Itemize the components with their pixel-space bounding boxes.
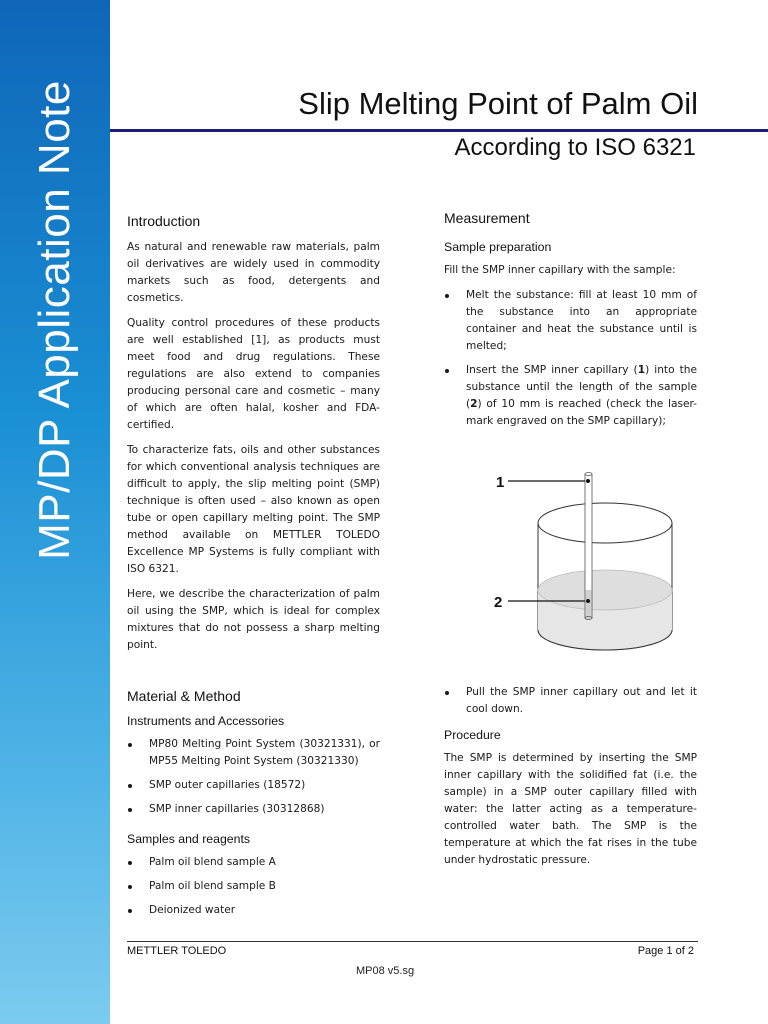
instruments-list [127,736,380,818]
page-subtitle: According to ISO 6321 [454,134,696,161]
footer-doc-id: MP08 v5.sg [356,965,415,977]
samples-list [127,854,380,919]
measurement-heading: Measurement [444,210,530,226]
intro-paragraph: Here, we describe the characterization of palm oil using the SMP, which is ideal for complex mixtures that do not possess a sharp melting point. [127,588,380,651]
sample-prep-list-continued [444,684,697,718]
footer-company: METTLER TOLEDO [127,945,227,957]
footer-page-number: Page 1 of 2 [637,945,694,957]
list-item: Pull the SMP inner capillary out and let it cool down. [444,684,697,718]
procedure-heading: Procedure [444,728,501,742]
intro-paragraph: As natural and renewable raw materials, palm oil derivatives are widely used in commodity markets such as food, detergents and cosmetics. [127,241,380,304]
callout-2: 2 [470,398,478,410]
footer-divider [127,941,698,942]
sidebar-band [0,0,110,1024]
list-item: SMP outer capillaries (18572) [127,777,380,794]
material-method-heading: Material & Method [127,688,241,704]
figure-label-1: 1 [496,474,505,491]
sample-prep-list [444,287,697,430]
sample-prep-heading: Sample preparation [444,240,552,254]
intro-paragraph: To characterize fats, oils and other substances for which conventional analysis techniques are difficult to apply, the slip melting point (SMP) technique is often used – also known as open tube or open capillary melting point. The SMP method available on METTLER TOLEDO Excellence MP Systems is fully compliant with ISO 6321. [127,444,380,575]
samples-heading: Samples and reagents [127,832,251,846]
left-column [127,213,380,927]
right-column [444,210,697,877]
intro-paragraph: Quality control procedures of these products are well established [1], as products must meet food and drug regulations. These regulations are also extend to companies producing personal care and cosmetic – many of which are often halal, kosher and FDA-certified. [127,317,380,431]
list-item: Palm oil blend sample A [127,854,380,871]
sample-prep-intro: Fill the SMP inner capillary with the sample: [444,264,676,276]
instruments-heading: Instruments and Accessories [127,714,285,728]
list-item: Palm oil blend sample B [127,878,380,895]
sidebar-label: MP/DP Application Note [30,80,79,560]
list-item: SMP inner capillaries (30312868) [127,801,380,818]
procedure-paragraph: The SMP is determined by inserting the SMP inner capillary with the solidified fat (i.e. the sample) in a SMP outer capillary filled with water: the latter acting as a temperature-controlled water bath. The SMP is the temperature at which the fat rises in the tube under hydrostatic pressure. [444,752,697,866]
list-item: MP80 Melting Point System (30321331), or MP55 Melting Point System (30321330) [127,736,380,770]
list-item: Melt the substance: fill at least 10 mm of the substance into an appropriate container and heat the substance until is melted; [444,287,697,355]
title-divider [110,129,768,132]
callout-1: 1 [637,364,646,376]
list-item: Deionized water [127,902,380,919]
capillary-figure [444,438,697,668]
capillary-diagram [444,438,697,668]
introduction-heading: Introduction [127,213,201,229]
figure-label-2: 2 [494,594,503,611]
page-title: Slip Melting Point of Palm Oil [298,86,698,121]
list-item: Insert the SMP inner capillary (1) into the substance until the length of the sample (2) of 10 mm is reached (check the laser-mark engraved on the SMP capillary); [444,362,697,430]
